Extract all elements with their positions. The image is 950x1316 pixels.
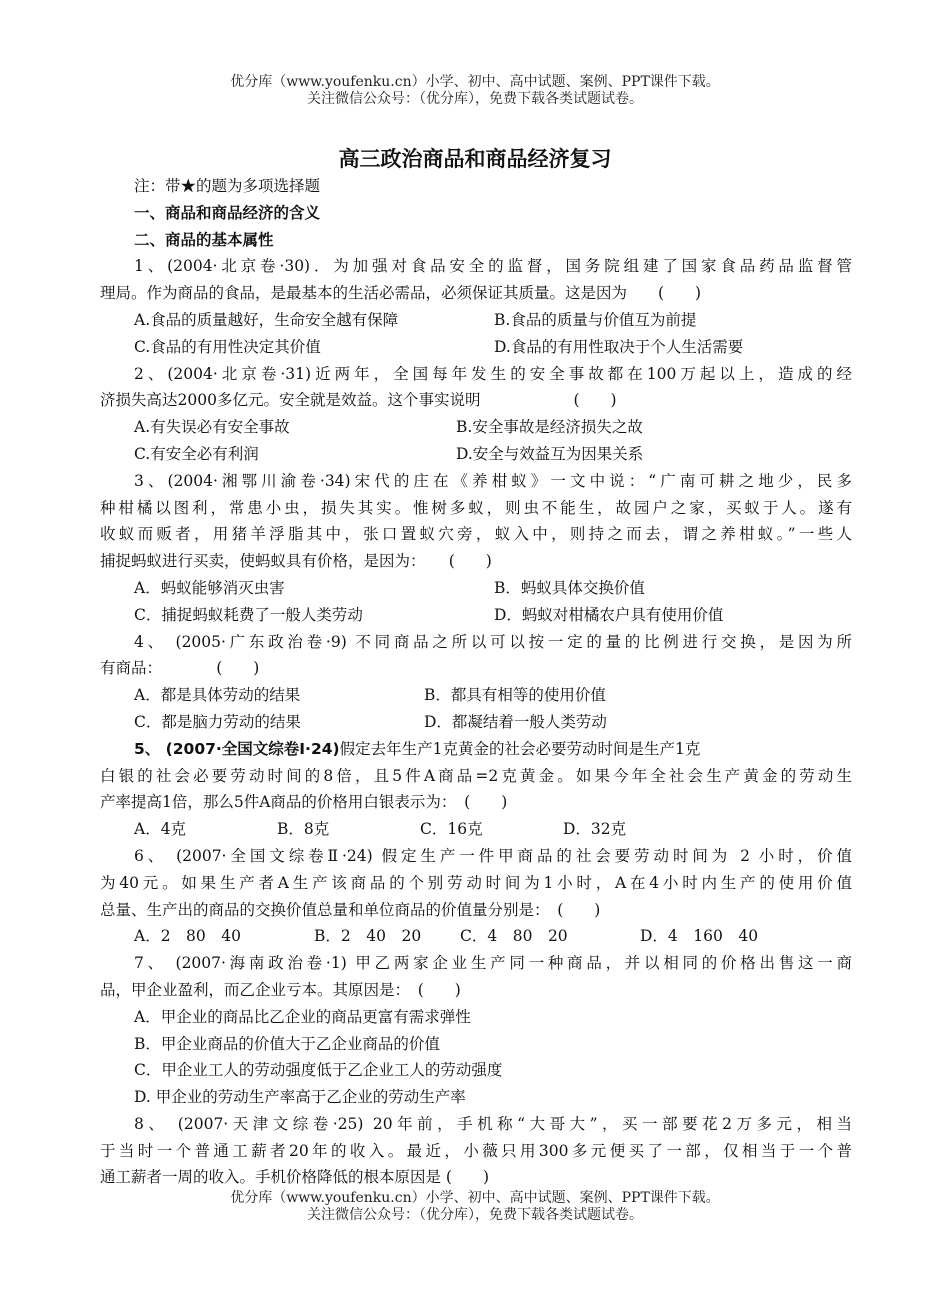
question-6-option-a: A．2 80 40	[134, 927, 242, 946]
header-line-1: 优分库（www.youfenku.cn）小学、初中、高中试题、案例、PPT课件下载。	[230, 74, 720, 90]
question-7-line-1: 7、 (2007·海南政治卷·1) 甲乙两家企业生产同一种商品，并以相同的价格出售这一商	[134, 954, 852, 973]
question-5-line-3: 产率提高1倍，那么5件A商品的价格用白银表示为： ( )	[100, 793, 508, 812]
question-4-option-c: C．都是脑力劳动的结果	[134, 712, 301, 731]
question-2-options-cd	[100, 441, 852, 468]
document-body	[100, 173, 852, 1191]
question-2-option-c: C.有安全必有利润	[134, 444, 259, 463]
question-7-line-2: 品，甲企业盈利，而乙企业亏本。其原因是： ( )	[100, 980, 461, 999]
question-2-line-2: 济损失高达2000多亿元。安全就是效益。这个事实说明 ( )	[100, 391, 617, 410]
question-5-option-d: D．32克	[563, 820, 627, 839]
question-3-line-2: 种柑橘以图利，常患小虫，损失其实。惟树多蚁，则虫不能生，故园户之家，买蚁于人。遂有	[100, 498, 852, 517]
question-2-option-b: B.安全事故是经济损失之故	[456, 418, 643, 437]
question-4-option-d: D．都凝结着一般人类劳动	[424, 712, 607, 731]
question-1-options-cd	[100, 334, 852, 361]
question-5-number: 5、 (2007·全国文综卷Ⅰ·24)	[134, 739, 340, 758]
question-3-options-ab	[100, 575, 852, 602]
question-1-options-ab	[100, 307, 852, 334]
question-6-options	[100, 923, 852, 950]
question-3-options-cd	[100, 602, 852, 629]
question-4-option-a: A．都是具体劳动的结果	[134, 686, 301, 705]
question-7-option-b: B．甲企业商品的价值大于乙企业商品的价值	[134, 1034, 440, 1053]
question-2-line-1: 2、(2004·北京卷·31)近两年，全国每年发生的安全事故都在100万起以上，造成的经	[134, 364, 852, 383]
question-8-line-2: 于当时一个普通工薪者20年的收入。最近，小薇只用300多元便买了一部，仅相当于一个普	[100, 1141, 852, 1160]
question-1-option-c: C.食品的有用性决定其价值	[134, 337, 321, 356]
question-6-line-2: 为40元。如果生产者A生产该商品的个别劳动时间为1小时，A在4小时内生产的使用价值	[100, 873, 852, 892]
question-1-line-2: 理局。作为商品的食品，是最基本的生活必需品，必须保证其质量。这是因为 ( )	[100, 284, 702, 303]
footer-line-1: 优分库（www.youfenku.cn）小学、初中、高中试题、案例、PPT课件下载。	[230, 1190, 720, 1206]
question-4-line-2: 有商品： ( )	[100, 659, 260, 678]
question-8-line-3: 通工薪者一周的收入。手机价格降低的根本原因是 ( )	[100, 1168, 490, 1187]
question-4-line-1: 4、 (2005·广东政治卷·9) 不同商品之所以可以按一定的量的比例进行交换，是因为所	[134, 632, 852, 651]
question-5-line-1	[100, 736, 852, 763]
footer-line-2: 关注微信公众号：（优分库），免费下载各类试题试卷。	[307, 1207, 643, 1223]
question-5-line-2: 白银的社会必要劳动时间的8倍，且5件A商品=2克黄金。如果今年全社会生产黄金的劳动生	[100, 766, 852, 785]
question-4-options-cd	[100, 709, 852, 736]
question-6-option-c: C．4 80 20	[460, 927, 568, 946]
question-3-line-3: 收蚁而贩者，用猪羊浮脂其中，张口置蚁穴旁，蚁入中，则持之而去，谓之养柑蚁。”一些人	[100, 525, 852, 544]
question-3-option-a: A．蚂蚁能够消灭虫害	[134, 578, 285, 597]
note: 注：带★的题为多项选择题	[134, 177, 321, 195]
question-3-line-4: 捕捉蚂蚁进行买卖，使蚂蚁具有价格，是因为： ( )	[100, 552, 492, 571]
question-6-option-d: D．4 160 40	[640, 927, 759, 946]
question-4-options-ab	[100, 682, 852, 709]
question-6-option-b: B．2 40 20	[314, 927, 422, 946]
question-7-option-a: A．甲企业的商品比乙企业的商品更富有需求弹性	[134, 1007, 471, 1026]
question-1-option-a: A.食品的质量越好，生命安全越有保障	[134, 310, 399, 329]
question-1-option-b: B.食品的质量与价值互为前提	[494, 310, 697, 329]
page-footer	[0, 1190, 950, 1224]
question-5-option-a: A．4克	[134, 820, 187, 839]
section-heading-2: 二、商品的基本属性	[134, 230, 274, 249]
section-heading-1: 一、商品和商品经济的含义	[134, 203, 321, 222]
question-3-option-c: C．捕捉蚂蚁耗费了一般人类劳动	[134, 605, 363, 624]
question-5-option-c: C．16克	[420, 820, 483, 839]
document-title: 高三政治商品和商品经济复习	[338, 147, 612, 171]
question-2-options-ab	[100, 414, 852, 441]
question-3-line-1: 3、(2004·湘鄂川渝卷·34)宋代的庄在《养柑蚁》一文中说：“广南可耕之地少，民多	[134, 471, 852, 490]
question-6-line-1: 6、 (2007·全国文综卷Ⅱ·24) 假定生产一件甲商品的社会要劳动时间为 2 小时，价值	[134, 846, 852, 865]
question-3-option-d: D．蚂蚁对柑橘农户具有使用价值	[494, 605, 724, 624]
header-line-2: 关注微信公众号：（优分库），免费下载各类试题试卷。	[307, 91, 643, 107]
question-5-text: 假定去年生产1克黄金的社会必要劳动时间是生产1克	[339, 739, 701, 758]
question-1-option-d: D.食品的有用性取决于个人生活需要	[494, 337, 744, 356]
question-2-option-a: A.有失误必有安全事故	[134, 418, 290, 437]
question-7-option-d: D. 甲企业的劳动生产率高于乙企业的劳动生产率	[134, 1088, 466, 1107]
question-1-line-1: 1、(2004·北京卷·30)．为加强对食品安全的监督，国务院组建了国家食品药品监督管	[134, 257, 852, 276]
question-2-option-d: D.安全与效益互为因果关系	[456, 444, 644, 463]
page-header	[0, 74, 950, 108]
question-7-option-c: C．甲企业工人的劳动强度低于乙企业工人的劳动强度	[134, 1061, 503, 1080]
question-4-option-b: B．都具有相等的使用价值	[424, 686, 606, 705]
question-8-line-1: 8、 (2007·天津文综卷·25) 20年前，手机称“大哥大”，买一部要花2万多元，相当	[134, 1114, 852, 1133]
question-5-options	[100, 816, 852, 843]
question-3-option-b: B．蚂蚁具体交换价值	[494, 578, 645, 597]
question-5-option-b: B．8克	[277, 820, 330, 839]
question-6-line-3: 总量、生产出的商品的交换价值总量和单位商品的价值量分别是： ( )	[100, 900, 601, 919]
